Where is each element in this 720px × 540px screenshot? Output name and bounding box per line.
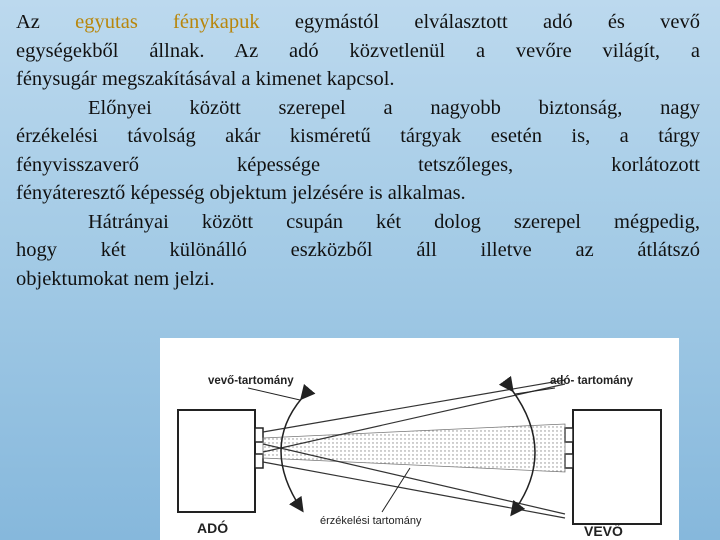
emitter-lens-top bbox=[255, 428, 263, 442]
highlighted-term: egyutas fénykapuk bbox=[75, 11, 260, 33]
leader-line bbox=[515, 388, 555, 394]
advantages-line3: fényvisszaverő képessége tetszőleges, korlátozott bbox=[16, 153, 700, 176]
advantages-line2: érzékelési távolság akár kisméretű tárgyak esetén is, a tárgy bbox=[16, 125, 700, 147]
receiver-lens-top bbox=[565, 428, 573, 442]
intro-line1-rest: egymástól elválasztott adó és vevő bbox=[294, 11, 701, 33]
diagram-svg bbox=[160, 338, 679, 540]
advantages-line4: fényáteresztő képesség objektum jelzésére is alkalmas. bbox=[16, 182, 466, 204]
advantages-line1: Előnyei között szerepel a nagyobb biztonság, nagy bbox=[88, 96, 700, 119]
disadvantages-line2: hogy két különálló eszközből áll illetve az átlátszó bbox=[16, 239, 700, 261]
receiver-box bbox=[573, 410, 661, 524]
sensing-beam bbox=[263, 424, 565, 472]
leader-line bbox=[248, 388, 300, 400]
emitter-box-label: ADÓ bbox=[197, 520, 229, 536]
intro-word: Az bbox=[16, 11, 40, 33]
intro-line2: egységekből állnak. Az adó közvetlenül a vevőre világít, a bbox=[16, 39, 700, 62]
paragraph-intro bbox=[16, 8, 700, 37]
intro-line3: fénysugár megszakításával a kimenet kapcsol. bbox=[16, 68, 395, 90]
disadvantages-line3: objektumokat nem jelzi. bbox=[16, 267, 215, 290]
through-beam-diagram bbox=[160, 338, 679, 540]
range-line bbox=[263, 380, 565, 432]
emitter-range-label: adó- tartomány bbox=[550, 375, 634, 387]
disadvantages-line1: Hátrányai között csupán két dolog szerepel mégpedig, bbox=[88, 210, 700, 233]
receiver-range-label: vevő-tartomány bbox=[208, 375, 294, 387]
emitter-box bbox=[178, 410, 255, 512]
receiver-box-label: VEVŐ bbox=[584, 523, 623, 539]
text-block bbox=[16, 8, 700, 293]
range-line bbox=[263, 462, 565, 518]
emitter-lens-bottom bbox=[255, 454, 263, 468]
sensing-range-label: érzékelési tartomány bbox=[320, 515, 422, 527]
receiver-lens-bottom bbox=[565, 454, 573, 468]
